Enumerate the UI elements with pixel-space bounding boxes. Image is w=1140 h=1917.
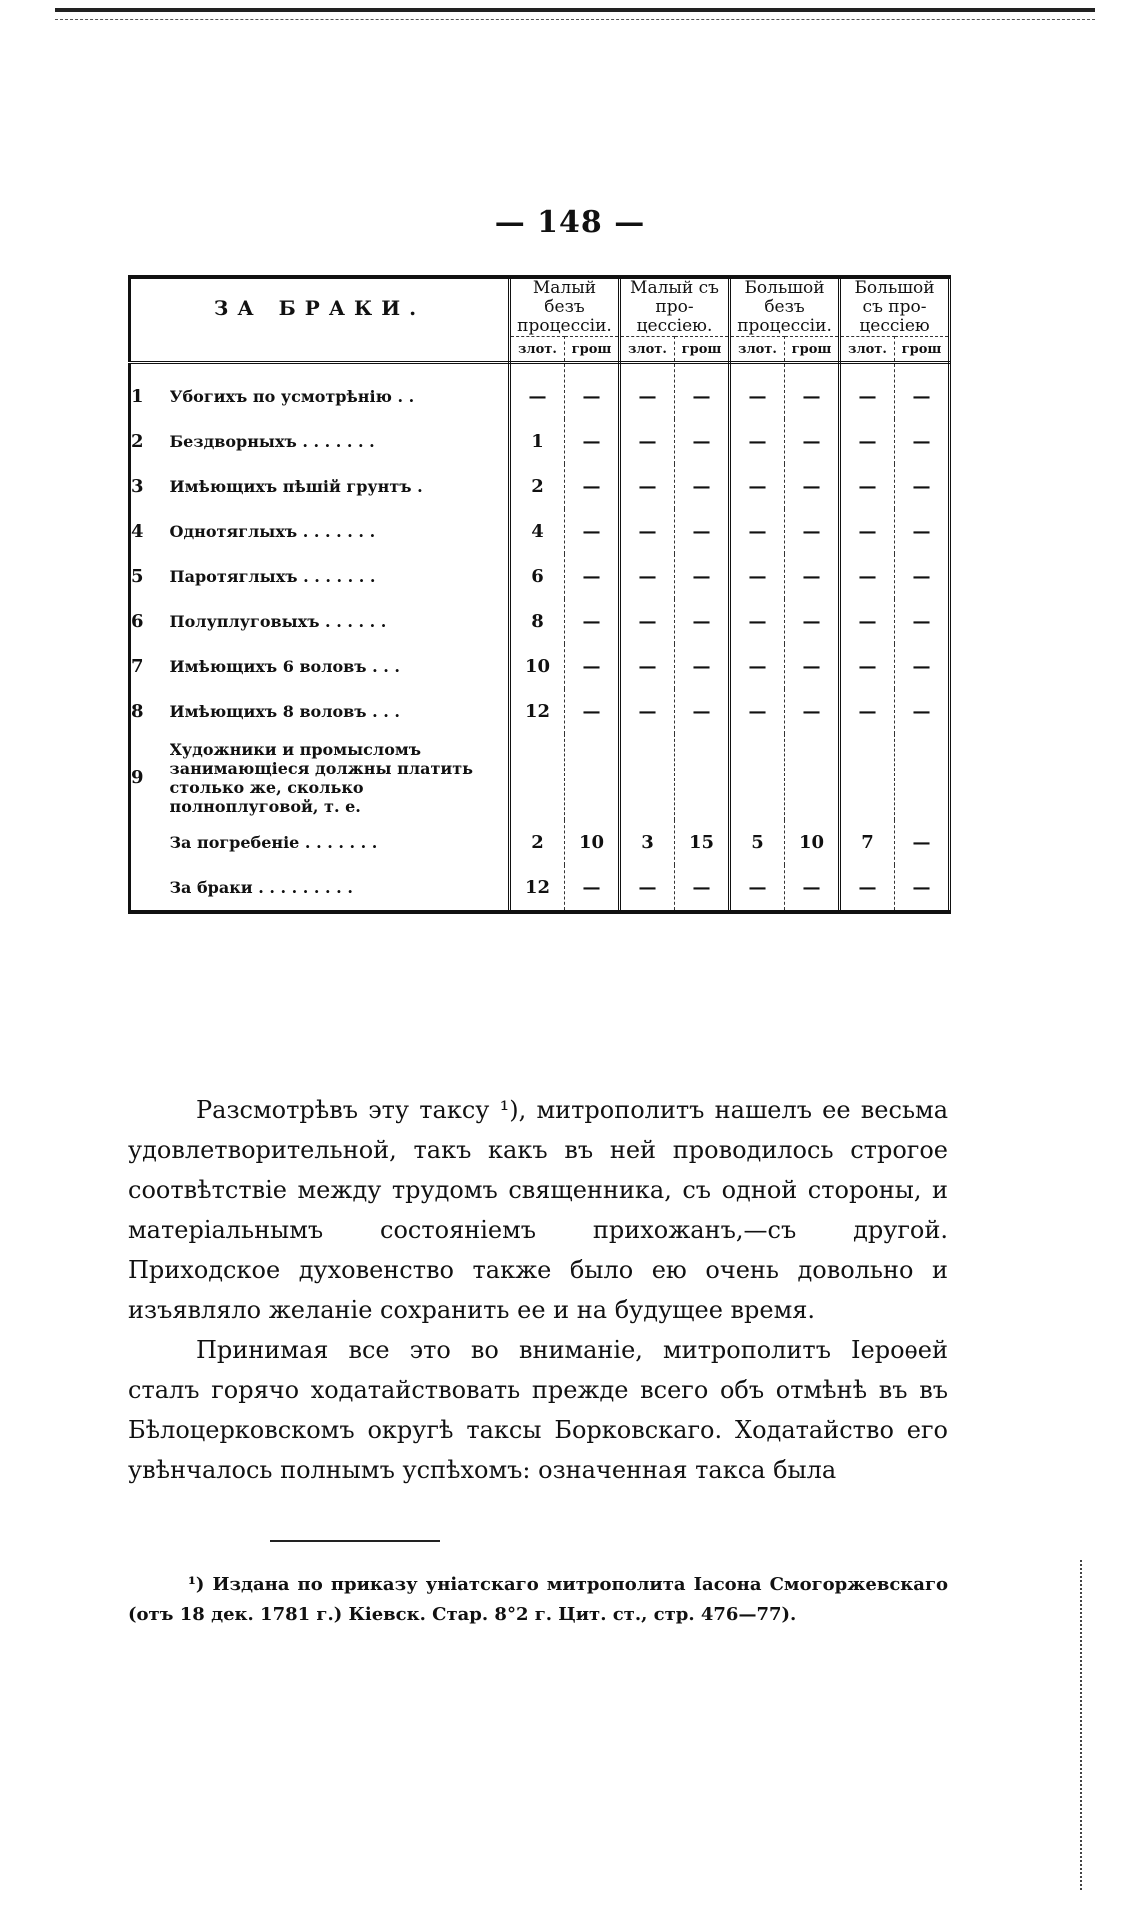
column-group-header-line: Большой	[854, 278, 935, 298]
cell-value	[895, 734, 950, 820]
unit-grosh-header: грош	[565, 337, 620, 363]
cell-value: —	[785, 509, 840, 554]
cell-value: —	[675, 464, 730, 509]
table-row	[130, 865, 950, 912]
row-label: Полуплуговыхъ . . . . . .	[170, 599, 510, 644]
column-group-header	[510, 277, 620, 337]
column-group-header-line: цессіею.	[636, 316, 713, 336]
cell-value: —	[620, 644, 675, 689]
unit-zlot-header: злот.	[730, 337, 785, 363]
cell-value: —	[620, 554, 675, 599]
row-number: 6	[131, 611, 144, 632]
cell-value	[840, 734, 895, 820]
cell-value: 10	[510, 644, 565, 689]
cell-value: —	[675, 689, 730, 734]
paragraph-1	[128, 1090, 948, 1330]
cell-value: 3	[620, 820, 675, 865]
unit-zlot-header: злот.	[510, 337, 565, 363]
page-number: — 148 —	[494, 205, 646, 240]
row-label: Убогихъ по усмотрѣнію . .	[170, 363, 510, 420]
column-group-header-line: Большой	[744, 278, 825, 298]
column-group-header-line: про-	[655, 297, 694, 317]
cell-value: —	[785, 689, 840, 734]
row-label: Бездворныхъ . . . . . . .	[170, 419, 510, 464]
paragraph-2	[128, 1330, 948, 1490]
cell-value: —	[565, 644, 620, 689]
cell-value: —	[565, 689, 620, 734]
cell-value: —	[785, 363, 840, 420]
cell-value: 2	[510, 464, 565, 509]
table-row	[130, 363, 950, 420]
cell-value: —	[675, 509, 730, 554]
cell-value: —	[840, 554, 895, 599]
cell-value: —	[620, 363, 675, 420]
unit-zlot-header: злот.	[620, 337, 675, 363]
cell-value: —	[895, 419, 950, 464]
cell-value: —	[895, 820, 950, 865]
table-title-spacer	[130, 337, 510, 363]
cell-value: 2	[510, 820, 565, 865]
unit-grosh-header: грош	[895, 337, 950, 363]
cell-value: 12	[510, 865, 565, 912]
paragraph-2-text: Принимая все это во вниманіе, митрополитъ Іероѳей сталъ горячо ходатайствовать прежде всего объ отмѣнѣ въ въ Бѣлоцерковскомъ округѣ таксы Борковскаго. Ходатайство его увѣнчалось полнымъ успѣхомъ: означенная такса была	[128, 1336, 948, 1484]
cell-value: —	[730, 464, 785, 509]
row-label: Художники и промысломъ занимающіеся должны платить столько же, сколько полноплуговой, т. е.	[170, 734, 510, 820]
unit-zlot-header: злот.	[840, 337, 895, 363]
cell-value: —	[730, 644, 785, 689]
cell-value: —	[840, 689, 895, 734]
cell-value: —	[840, 599, 895, 644]
row-label: Имѣющихъ 8 воловъ . . .	[170, 689, 510, 734]
cell-value: —	[785, 464, 840, 509]
cell-value: —	[895, 599, 950, 644]
table-row	[130, 644, 950, 689]
cell-value: —	[675, 865, 730, 912]
cell-value: —	[565, 865, 620, 912]
cell-value: —	[675, 554, 730, 599]
row-number: 2	[131, 431, 144, 452]
row-number: 3	[131, 476, 144, 497]
cell-value: —	[840, 644, 895, 689]
cell-value: —	[620, 599, 675, 644]
column-group-header-line: Малый	[532, 278, 597, 298]
cell-value: —	[620, 419, 675, 464]
column-group-header	[730, 277, 840, 337]
row-number	[130, 820, 170, 865]
cell-value: —	[895, 865, 950, 912]
cell-value: —	[785, 599, 840, 644]
cell-value: —	[785, 644, 840, 689]
cell-value: 8	[510, 599, 565, 644]
cell-value: —	[675, 644, 730, 689]
row-number: 7	[131, 656, 144, 677]
row-number	[130, 865, 170, 912]
cell-value	[730, 734, 785, 820]
row-label: Имѣющихъ 6 воловъ . . .	[170, 644, 510, 689]
top-border-line	[55, 8, 1095, 20]
cell-value: —	[565, 599, 620, 644]
cell-value	[565, 734, 620, 820]
cell-value: —	[785, 554, 840, 599]
cell-value: —	[675, 363, 730, 420]
row-number: 5	[131, 566, 144, 587]
cell-value: —	[840, 419, 895, 464]
column-group-header-line: съ про-	[862, 297, 927, 317]
table-row	[130, 464, 950, 509]
cell-value: —	[565, 419, 620, 464]
cell-value: 5	[730, 820, 785, 865]
table-row	[130, 734, 950, 820]
table-row	[130, 509, 950, 554]
column-group-header-line: безъ	[544, 297, 585, 317]
column-group-header	[620, 277, 730, 337]
table-title: ЗА БРАКИ.	[130, 277, 510, 337]
column-group-header	[840, 277, 950, 337]
cell-value: —	[730, 599, 785, 644]
cell-value: —	[565, 509, 620, 554]
cell-value: —	[730, 363, 785, 420]
cell-value: —	[785, 419, 840, 464]
column-group-header-line: процессіи.	[737, 316, 832, 336]
column-group-header-line: Малый съ	[630, 278, 719, 298]
row-label: Имѣющихъ пѣшій грунтъ .	[170, 464, 510, 509]
table-row	[130, 554, 950, 599]
cell-value: —	[895, 509, 950, 554]
unit-grosh-header: грош	[785, 337, 840, 363]
column-group-header-line: процессіи.	[517, 316, 612, 336]
cell-value: 7	[840, 820, 895, 865]
cell-value: —	[895, 689, 950, 734]
cell-value	[785, 734, 840, 820]
cell-value: 4	[510, 509, 565, 554]
cell-value: —	[620, 509, 675, 554]
cell-value: —	[620, 464, 675, 509]
row-label: За погребеніе . . . . . . .	[170, 820, 510, 865]
cell-value: 12	[510, 689, 565, 734]
cell-value: —	[840, 464, 895, 509]
cell-value	[675, 734, 730, 820]
cell-value: —	[730, 554, 785, 599]
cell-value: —	[895, 554, 950, 599]
cell-value: —	[620, 689, 675, 734]
margin-dotted-line	[1080, 1560, 1082, 1890]
table-row	[130, 820, 950, 865]
marriage-tax-table	[128, 275, 951, 914]
tax-table-container	[128, 275, 948, 914]
cell-value: 10	[565, 820, 620, 865]
table-row	[130, 419, 950, 464]
cell-value: —	[895, 464, 950, 509]
footnote: ¹) Издана по приказу уніатскаго митрополита Іасона Смогоржевскаго (отъ 18 дек. 1781 г.) Кіевск. Стар. 8°2 г. Цит. ст., стр. 476—77).	[128, 1574, 948, 1625]
unit-grosh-header: грош	[675, 337, 730, 363]
cell-value: 1	[510, 419, 565, 464]
column-group-header-line: безъ	[764, 297, 805, 317]
cell-value: —	[620, 865, 675, 912]
cell-value: —	[565, 363, 620, 420]
paragraph-1-text: Разсмотрѣвъ эту таксу ¹), митрополитъ нашелъ ее весьма удовлетворительной, такъ какъ въ ней проводилось строгое соотвѣтствіе между трудомъ священника, съ одной стороны, и матеріальнымъ состояніемъ прихожанъ,—съ другой. Приходское духовенство также было ею очень довольно и изъявляло желаніе сохранить ее и на будущее время.	[128, 1096, 948, 1324]
cell-value: 15	[675, 820, 730, 865]
row-number: 9	[131, 766, 144, 788]
cell-value: —	[840, 363, 895, 420]
cell-value: —	[785, 865, 840, 912]
cell-value: —	[510, 363, 565, 420]
cell-value: —	[565, 464, 620, 509]
row-label: Однотяглыхъ . . . . . . .	[170, 509, 510, 554]
cell-value	[620, 734, 675, 820]
cell-value: —	[840, 509, 895, 554]
cell-value: 6	[510, 554, 565, 599]
row-number: 8	[131, 701, 144, 722]
cell-value: —	[675, 419, 730, 464]
row-number: 1	[131, 386, 144, 407]
table-row	[130, 689, 950, 734]
cell-value: —	[675, 599, 730, 644]
cell-value: —	[565, 554, 620, 599]
cell-value: —	[730, 689, 785, 734]
cell-value: —	[895, 363, 950, 420]
cell-value: 10	[785, 820, 840, 865]
cell-value	[510, 734, 565, 820]
table-row	[130, 599, 950, 644]
footnote-separator	[270, 1540, 440, 1542]
row-label: Паротяглыхъ . . . . . . .	[170, 554, 510, 599]
cell-value: —	[895, 644, 950, 689]
cell-value: —	[840, 865, 895, 912]
cell-value: —	[730, 865, 785, 912]
cell-value: —	[730, 509, 785, 554]
column-group-header-line: цессіею	[859, 316, 930, 336]
cell-value: —	[730, 419, 785, 464]
row-number: 4	[131, 521, 144, 542]
row-label: За браки . . . . . . . . .	[170, 865, 510, 912]
